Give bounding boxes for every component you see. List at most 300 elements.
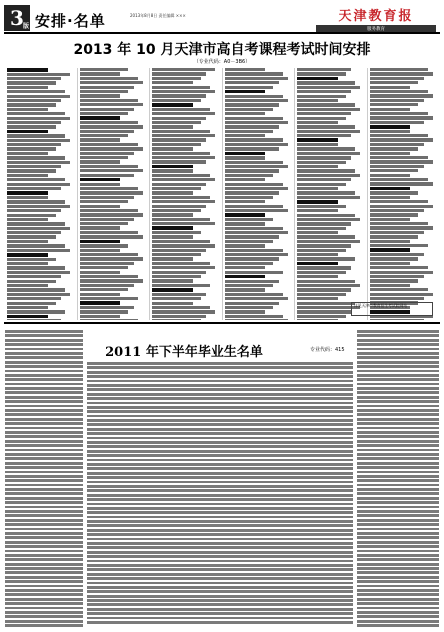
graduate-text-line xyxy=(357,378,439,381)
graduate-text-line xyxy=(357,370,439,373)
schedule-text-line xyxy=(152,222,215,225)
schedule-text-line xyxy=(7,139,70,142)
schedule-text-line xyxy=(7,306,48,309)
schedule-text-line xyxy=(80,99,138,102)
graduate-text-line xyxy=(5,413,83,416)
schedule-text-line xyxy=(152,240,210,243)
schedule-heading-line xyxy=(297,200,338,204)
graduate-text-line xyxy=(5,405,83,408)
schedule-text-line xyxy=(80,306,134,309)
schedule-text-line xyxy=(225,253,288,256)
graduate-text-line xyxy=(357,348,439,351)
graduate-text-line xyxy=(357,558,439,561)
graduate-text-line xyxy=(5,598,83,601)
schedule-text-line xyxy=(225,218,274,221)
schedule-heading-line xyxy=(80,301,121,305)
graduate-text-line xyxy=(5,422,83,425)
schedule-text-line xyxy=(225,130,274,133)
schedule-text-line xyxy=(297,68,351,71)
schedule-text-line xyxy=(370,196,411,199)
schedule-text-line xyxy=(152,174,210,177)
schedule-text-line xyxy=(80,262,134,265)
schedule-text-line xyxy=(370,68,428,71)
schedule-text-line xyxy=(297,315,346,318)
schedule-text-line xyxy=(225,288,266,291)
schedule-column xyxy=(5,68,78,320)
graduate-text-line xyxy=(87,599,353,602)
graduate-text-line xyxy=(357,479,439,482)
schedule-text-line xyxy=(7,235,56,238)
schedule-text-line xyxy=(370,94,433,97)
graduate-text-line xyxy=(87,472,353,475)
schedule-text-line xyxy=(225,178,266,181)
graduate-text-line xyxy=(357,563,439,566)
schedule-text-line xyxy=(152,147,193,150)
graduate-text-line xyxy=(87,366,353,369)
schedule-text-line xyxy=(370,191,419,194)
schedule-text-line xyxy=(297,147,355,150)
graduate-text-line xyxy=(87,445,353,448)
section-title: 安排·名单 xyxy=(35,12,106,30)
schedule-text-line xyxy=(370,284,411,287)
page-number-badge xyxy=(4,5,30,31)
schedule-text-line xyxy=(152,130,210,133)
graduate-text-line xyxy=(5,435,83,438)
graduate-text-line xyxy=(357,422,439,425)
graduate-text-line xyxy=(357,528,439,531)
schedule-text-line xyxy=(7,178,65,181)
graduate-text-line xyxy=(5,545,83,548)
schedule-text-line xyxy=(80,112,129,115)
schedule-heading-line xyxy=(80,116,121,120)
schedule-text-line xyxy=(225,68,266,71)
schedule-text-line xyxy=(297,187,338,190)
schedule-text-line xyxy=(297,191,355,194)
schedule-text-line xyxy=(370,77,424,80)
schedule-text-line xyxy=(7,81,56,84)
schedule-text-line xyxy=(370,288,428,291)
schedule-columns xyxy=(5,68,439,320)
graduate-text-line xyxy=(5,620,83,623)
schedule-text-line xyxy=(297,81,355,84)
graduate-text-line xyxy=(357,589,439,592)
schedule-text-line xyxy=(297,284,360,287)
schedule-text-line xyxy=(152,143,201,146)
schedule-text-line xyxy=(225,266,266,269)
schedule-text-line xyxy=(80,187,138,190)
graduate-list-title: 2011 年下半年毕业生名单 xyxy=(105,345,263,360)
schedule-text-line xyxy=(225,125,279,128)
graduate-text-line xyxy=(5,383,83,386)
schedule-text-line xyxy=(225,99,288,102)
schedule-text-line xyxy=(80,205,121,208)
schedule-text-line xyxy=(370,143,424,146)
schedule-text-line xyxy=(370,279,419,282)
schedule-text-line xyxy=(80,279,143,282)
schedule-text-line xyxy=(80,143,138,146)
graduate-text-line xyxy=(5,440,83,443)
schedule-text-line xyxy=(80,315,121,318)
graduate-text-line xyxy=(5,343,83,346)
graduate-text-line xyxy=(87,529,353,532)
schedule-text-line xyxy=(152,152,210,155)
schedule-text-line xyxy=(370,116,433,119)
schedule-text-line xyxy=(152,125,193,128)
schedule-text-line xyxy=(80,249,121,252)
schedule-text-line xyxy=(7,174,48,177)
schedule-text-line xyxy=(225,103,279,106)
schedule-text-line xyxy=(370,262,411,265)
schedule-text-line xyxy=(152,68,215,71)
schedule-text-line xyxy=(7,214,56,217)
graduate-text-line xyxy=(5,593,83,596)
schedule-text-line xyxy=(297,222,351,225)
schedule-text-line xyxy=(297,130,360,133)
schedule-text-line xyxy=(7,169,56,172)
schedule-text-line xyxy=(80,235,143,238)
graduate-text-line xyxy=(5,541,83,544)
schedule-text-line xyxy=(297,103,355,106)
schedule-text-line xyxy=(80,271,121,274)
schedule-text-line xyxy=(7,152,48,155)
graduate-text-line xyxy=(5,607,83,610)
graduate-text-line xyxy=(5,475,83,478)
graduate-text-line xyxy=(87,476,353,479)
graduate-text-line xyxy=(357,514,439,517)
schedule-text-line xyxy=(297,257,355,260)
schedule-text-line xyxy=(7,310,65,313)
schedule-text-line xyxy=(152,253,201,256)
schedule-heading-line xyxy=(7,315,48,319)
schedule-heading-line xyxy=(297,262,338,266)
graduate-text-line xyxy=(357,571,439,574)
graduate-text-line xyxy=(357,339,439,342)
schedule-heading-line xyxy=(80,240,121,244)
schedule-text-line xyxy=(80,77,138,80)
schedule-text-line xyxy=(152,178,215,181)
schedule-text-line xyxy=(297,231,338,234)
graduate-text-line xyxy=(357,409,439,412)
schedule-text-line xyxy=(225,306,274,309)
schedule-heading-line xyxy=(225,213,266,217)
graduate-text-line xyxy=(87,423,353,426)
schedule-text-line xyxy=(7,90,65,93)
schedule-text-line xyxy=(80,90,129,93)
schedule-text-line xyxy=(7,280,56,283)
schedule-text-line xyxy=(152,205,206,208)
notice-title: 2013 年 10 月天津市高自考课程考试时间安排 xyxy=(73,42,371,58)
graduate-text-line xyxy=(5,356,83,359)
schedule-text-line xyxy=(152,266,215,269)
schedule-text-line xyxy=(80,319,138,320)
graduate-text-line xyxy=(5,532,83,535)
schedule-text-line xyxy=(225,310,266,313)
schedule-text-line xyxy=(225,284,274,287)
graduate-text-line xyxy=(357,519,439,522)
schedule-text-line xyxy=(225,209,288,212)
schedule-text-line xyxy=(7,258,56,261)
schedule-text-line xyxy=(80,231,138,234)
graduate-text-line xyxy=(357,462,439,465)
schedule-text-line xyxy=(370,112,428,115)
schedule-text-line xyxy=(7,293,70,296)
graduate-list-middle xyxy=(87,362,353,628)
graduate-text-line xyxy=(87,595,353,598)
graduate-text-line xyxy=(357,492,439,495)
schedule-text-line xyxy=(297,253,338,256)
schedule-text-line xyxy=(152,160,206,163)
schedule-text-line xyxy=(80,156,129,159)
graduate-text-line xyxy=(5,444,83,447)
schedule-text-line xyxy=(225,117,283,120)
newspaper-logo-icon: 天津教育报 xyxy=(338,9,414,24)
graduate-text-line xyxy=(87,419,353,422)
graduate-text-line xyxy=(357,488,439,491)
schedule-text-line xyxy=(297,99,338,102)
schedule-text-line xyxy=(152,244,215,247)
schedule-text-line xyxy=(370,257,419,260)
schedule-text-line xyxy=(297,310,351,313)
graduate-text-line xyxy=(357,440,439,443)
graduate-text-line xyxy=(87,428,353,431)
graduate-text-line xyxy=(87,393,353,396)
graduate-text-line xyxy=(357,536,439,539)
schedule-text-line xyxy=(7,231,61,234)
graduate-text-line xyxy=(357,554,439,557)
schedule-text-line xyxy=(152,275,201,278)
schedule-text-line xyxy=(225,280,279,283)
schedule-text-line xyxy=(7,302,56,305)
schedule-heading-line xyxy=(7,191,48,195)
schedule-text-line xyxy=(80,152,134,155)
schedule-text-line xyxy=(370,319,424,320)
graduate-text-line xyxy=(357,624,439,627)
schedule-text-line xyxy=(152,235,193,238)
schedule-text-line xyxy=(80,200,129,203)
schedule-text-line xyxy=(80,253,138,256)
graduate-text-line xyxy=(357,427,439,430)
graduate-text-line xyxy=(87,603,353,606)
graduate-text-line xyxy=(5,484,83,487)
graduate-text-line xyxy=(357,453,439,456)
schedule-text-line xyxy=(370,72,433,75)
schedule-text-line xyxy=(225,196,274,199)
graduate-text-line xyxy=(357,550,439,553)
schedule-text-line xyxy=(152,94,206,97)
schedule-text-line xyxy=(152,121,201,124)
graduate-text-line xyxy=(5,479,83,482)
schedule-text-line xyxy=(297,271,346,274)
schedule-text-line xyxy=(80,222,129,225)
schedule-text-line xyxy=(225,262,274,265)
graduate-text-line xyxy=(357,567,439,570)
section-divider xyxy=(4,322,440,324)
schedule-text-line xyxy=(370,160,433,163)
graduate-text-line xyxy=(87,384,353,387)
schedule-text-line xyxy=(225,205,283,208)
graduate-text-line xyxy=(5,624,83,627)
schedule-text-line xyxy=(80,293,121,296)
schedule-text-line xyxy=(297,121,338,124)
graduate-text-line xyxy=(5,589,83,592)
schedule-text-line xyxy=(152,293,206,296)
schedule-text-line xyxy=(370,293,433,296)
schedule-text-line xyxy=(297,90,351,93)
schedule-text-line xyxy=(370,226,433,229)
graduate-text-line xyxy=(5,370,83,373)
graduate-text-line xyxy=(5,567,83,570)
schedule-text-line xyxy=(7,196,48,199)
graduate-text-line xyxy=(5,471,83,474)
schedule-text-line xyxy=(297,244,351,247)
schedule-text-line xyxy=(7,99,61,102)
schedule-text-line xyxy=(7,319,61,320)
graduate-text-line xyxy=(5,334,83,337)
graduate-text-line xyxy=(357,615,439,618)
schedule-text-line xyxy=(80,257,143,260)
schedule-text-line xyxy=(370,297,424,300)
graduate-text-line xyxy=(5,550,83,553)
schedule-text-line xyxy=(7,222,65,225)
graduate-text-line xyxy=(5,378,83,381)
schedule-text-line xyxy=(152,134,215,137)
graduate-text-line xyxy=(5,391,83,394)
graduate-text-line xyxy=(5,576,83,579)
schedule-text-line xyxy=(152,117,206,120)
schedule-text-line xyxy=(297,235,355,238)
header-meta: 2013年8月8日 责任编辑 ××× xyxy=(130,13,186,18)
schedule-text-line xyxy=(152,77,201,80)
schedule-text-line xyxy=(370,178,428,181)
schedule-text-line xyxy=(7,108,48,111)
page-suffix: 版 xyxy=(22,23,29,30)
schedule-text-line xyxy=(370,90,428,93)
schedule-text-line xyxy=(152,209,201,212)
graduate-text-line xyxy=(87,454,353,457)
graduate-text-line xyxy=(5,457,83,460)
schedule-text-line xyxy=(297,169,355,172)
schedule-text-line xyxy=(152,108,210,111)
schedule-text-line xyxy=(7,288,65,291)
graduate-text-line xyxy=(357,607,439,610)
graduate-text-line xyxy=(5,523,83,526)
graduate-text-line xyxy=(357,418,439,421)
graduate-text-line xyxy=(87,481,353,484)
graduate-text-line xyxy=(5,462,83,465)
graduate-text-line xyxy=(5,387,83,390)
graduate-text-line xyxy=(357,444,439,447)
schedule-text-line xyxy=(297,297,338,300)
schedule-text-line xyxy=(80,169,143,172)
masthead-tagline: 服务教育 xyxy=(316,25,436,33)
schedule-text-line xyxy=(152,271,206,274)
graduate-text-line xyxy=(5,497,83,500)
graduate-text-line xyxy=(357,391,439,394)
schedule-text-line xyxy=(7,121,61,124)
schedule-text-line xyxy=(370,244,428,247)
page-header xyxy=(4,5,440,31)
graduate-text-line xyxy=(5,361,83,364)
graduate-text-line xyxy=(357,400,439,403)
schedule-text-line xyxy=(225,240,274,243)
schedule-text-line xyxy=(370,103,419,106)
schedule-text-line xyxy=(152,297,201,300)
schedule-text-line xyxy=(152,90,215,93)
schedule-text-line xyxy=(7,147,56,150)
schedule-text-line xyxy=(370,213,419,216)
graduate-text-line xyxy=(87,375,353,378)
schedule-text-line xyxy=(297,275,338,278)
graduate-list-right xyxy=(357,330,439,628)
graduate-text-line xyxy=(5,374,83,377)
graduate-text-line xyxy=(357,611,439,614)
graduate-text-line xyxy=(5,339,83,342)
schedule-text-line xyxy=(297,249,346,252)
schedule-text-line xyxy=(80,103,143,106)
schedule-text-line xyxy=(297,288,351,291)
graduate-text-line xyxy=(87,612,353,615)
schedule-text-line xyxy=(7,73,70,76)
schedule-text-line xyxy=(225,169,279,172)
schedule-text-line xyxy=(225,77,288,80)
schedule-text-line xyxy=(152,284,210,287)
graduate-text-line xyxy=(357,365,439,368)
schedule-text-line xyxy=(152,191,193,194)
graduate-text-line xyxy=(87,415,353,418)
graduate-list-code: 专业代码：415 xyxy=(310,347,345,353)
graduate-text-line xyxy=(357,457,439,460)
box-note: 详见天津市教育招生考试院网站 xyxy=(351,302,433,316)
schedule-text-line xyxy=(7,275,61,278)
schedule-text-line xyxy=(225,293,283,296)
schedule-text-line xyxy=(80,191,143,194)
schedule-text-line xyxy=(7,156,65,159)
schedule-text-line xyxy=(80,121,138,124)
graduate-text-line xyxy=(5,418,83,421)
graduate-text-line xyxy=(87,463,353,466)
schedule-heading-line xyxy=(370,187,411,191)
schedule-text-line xyxy=(370,222,428,225)
schedule-text-line xyxy=(80,196,134,199)
schedule-text-line xyxy=(225,222,266,225)
schedule-text-line xyxy=(80,72,121,75)
graduate-text-line xyxy=(87,371,353,374)
graduate-text-line xyxy=(5,585,83,588)
graduate-text-line xyxy=(5,615,83,618)
graduate-text-line xyxy=(87,621,353,624)
graduate-text-line xyxy=(357,343,439,346)
schedule-text-line xyxy=(80,244,129,247)
graduate-text-line xyxy=(5,352,83,355)
graduate-text-line xyxy=(87,520,353,523)
schedule-text-line xyxy=(80,213,143,216)
schedule-text-line xyxy=(152,81,193,84)
graduate-text-line xyxy=(87,590,353,593)
graduate-text-line xyxy=(357,431,439,434)
schedule-text-line xyxy=(80,218,134,221)
graduate-text-line xyxy=(87,560,353,563)
schedule-text-line xyxy=(80,81,143,84)
graduate-text-line xyxy=(87,555,353,558)
schedule-text-line xyxy=(370,165,424,168)
schedule-text-line xyxy=(80,288,129,291)
schedule-text-line xyxy=(80,183,121,186)
graduate-text-line xyxy=(5,365,83,368)
schedule-text-line xyxy=(7,125,56,128)
schedule-text-line xyxy=(370,156,428,159)
graduate-text-line xyxy=(357,383,439,386)
graduate-text-line xyxy=(357,352,439,355)
